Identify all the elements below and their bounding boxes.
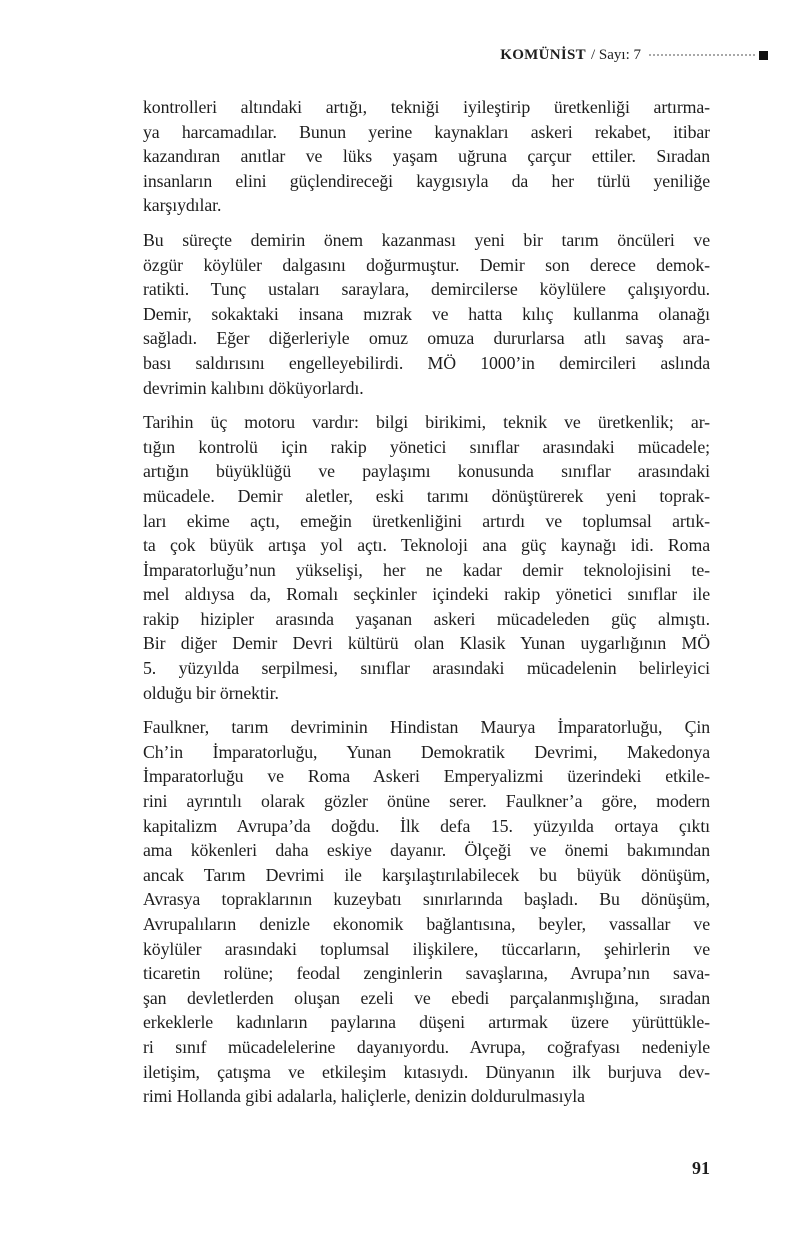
text-line: karşıydılar. xyxy=(143,195,222,216)
text-line: tığın kontrolü için rakip yönetici sınıflar arasındaki mücadele; xyxy=(143,436,710,457)
text-line: ri sınıf mücadelelerine dayanıyordu. Avrupa, coğrafyası nedeniyle xyxy=(143,1036,710,1057)
text-line: devrimin kalıbını döküyorlardı. xyxy=(143,377,364,398)
paragraph xyxy=(143,228,710,400)
text-line: insanların elini güçlendireceği kaygısıyla da her türlü yeniliğe xyxy=(143,170,710,191)
text-line: Bir diğer Demir Devri kültürü olan Klasik Yunan uygarlığının MÖ xyxy=(143,633,710,654)
text-line: kontrolleri altındaki artığı, tekniği iyileştirip üretkenliği artırma- xyxy=(143,97,710,117)
text-line: olduğu bir örnektir. xyxy=(143,682,279,703)
text-line: kazandıran anıtlar ve lüks yaşam uğruna çarçur ettiler. Sıradan xyxy=(143,146,710,167)
text-line: ancak Tarım Devrimi ile karşılaştırılabilecek bu büyük dönüşüm, xyxy=(143,864,710,885)
dotted-leader xyxy=(649,54,755,56)
square-marker-icon xyxy=(759,51,768,60)
text-line: sağladı. Eğer diğerleriyle omuz omuza dururlarsa atlı savaş ara- xyxy=(143,328,710,349)
text-line: şan devletlerden oluşan ezeli ve ebedi parçalanmışlığına, sıradan xyxy=(143,987,710,1008)
text-line: mel aldıysa da, Romalı seçkinler içindeki rakip yönetici sınıflar ile xyxy=(143,584,710,605)
text-line: ama kökenleri daha eskiye dayanır. Ölçeği ve önemi bakımından xyxy=(143,840,710,861)
text-line: Avrasya topraklarının kuzeybatı sınırlarında başladı. Bu dönüşüm, xyxy=(143,889,710,910)
text-line: ları ekime açtı, emeğin üretkenliğini artırdı ve toplumsal artık- xyxy=(143,510,710,531)
text-line: Tarihin üç motoru vardır: bilgi birikimi, teknik ve üretkenlik; ar- xyxy=(143,412,710,433)
page-body xyxy=(143,95,710,1109)
page-footer xyxy=(692,1158,710,1179)
text-line: erkeklerle kadınların paylarına düşeni artırmak üzere yürüttükle- xyxy=(143,1012,710,1033)
text-line: Ch’in İmparatorluğu, Yunan Demokratik Devrimi, Makedonya xyxy=(143,741,710,762)
text-line: artığın büyüklüğü ve paylaşımı konusunda sınıflar arasındaki xyxy=(143,461,710,482)
text-line: özgür köylüler dalgasını doğurmuştur. Demir son derece demok- xyxy=(143,254,710,275)
text-line: ta çok büyük artışa yol açtı. Teknoloji ana güç kaynağı idi. Roma xyxy=(143,535,710,556)
text-line: Bu süreçte demirin önem kazanması yeni bir tarım öncüleri ve xyxy=(143,229,710,250)
text-line: Avrupalıların denizle ekonomik bağlantısına, beyler, vassallar ve xyxy=(143,914,710,934)
paragraph xyxy=(143,715,710,1109)
journal-title: KOMÜNİST xyxy=(500,47,586,63)
text-line: Faulkner, tarım devriminin Hindistan Maurya İmparatorluğu, Çin xyxy=(143,717,710,738)
text-line: mücadele. Demir aletler, eski tarımı dönüştürerek yeni toprak- xyxy=(143,485,710,506)
text-line: İmparatorluğu ve Roma Askeri Emperyalizmi üzerindeki etkile- xyxy=(143,766,710,787)
page-number: 91 xyxy=(692,1158,710,1178)
text-line: kapitalizm Avrupa’da doğdu. İlk defa 15. yüzyılda ortaya çıktı xyxy=(143,815,710,836)
paragraph xyxy=(143,95,710,218)
text-line: rakip hizipler arasında yaşanan askeri mücadeleden güç almıştı. xyxy=(143,608,710,629)
text-line: 5. yüzyılda serpilmesi, sınıflar arasındaki mücadelenin belirleyici xyxy=(143,658,710,679)
text-line: ya harcamadılar. Bunun yerine kaynakları askeri rekabet, itibar xyxy=(143,121,710,142)
text-line: İmparatorluğu’nun yükselişi, her ne kadar demir teknolojisini te- xyxy=(143,559,710,580)
text-line: rini ayrıntılı olarak gözler önüne serer. Faulkner’a göre, modern xyxy=(143,791,710,812)
text-line: Demir, sokaktaki insana mızrak ve hatta kılıç kullanma olanağı xyxy=(143,303,710,324)
text-line: rimi Hollanda gibi adalarla, haliçlerle, denizin doldurulmasıyla xyxy=(143,1086,585,1107)
text-line: köylüler arasındaki toplumsal ilişkilere, tüccarların, şehirlerin ve xyxy=(143,938,710,959)
page-header xyxy=(500,46,768,64)
text-line: bası saldırısını engelleyebilirdi. MÖ 1000’in demircileri aslında xyxy=(143,352,710,373)
journal-issue: / Sayı: 7 xyxy=(590,47,641,63)
text-line: ratikti. Tunç ustaları saraylara, demircilerse köylülere çalışıyordu. xyxy=(143,279,710,300)
text-line: ticaretin rolüne; feodal zenginlerin savaşlarına, Avrupa’nın sava- xyxy=(143,963,710,984)
text-line: iletişim, çatışma ve etkileşim kıtasıydı. Dünyanın ilk burjuva dev- xyxy=(143,1061,710,1082)
paragraph xyxy=(143,410,710,705)
